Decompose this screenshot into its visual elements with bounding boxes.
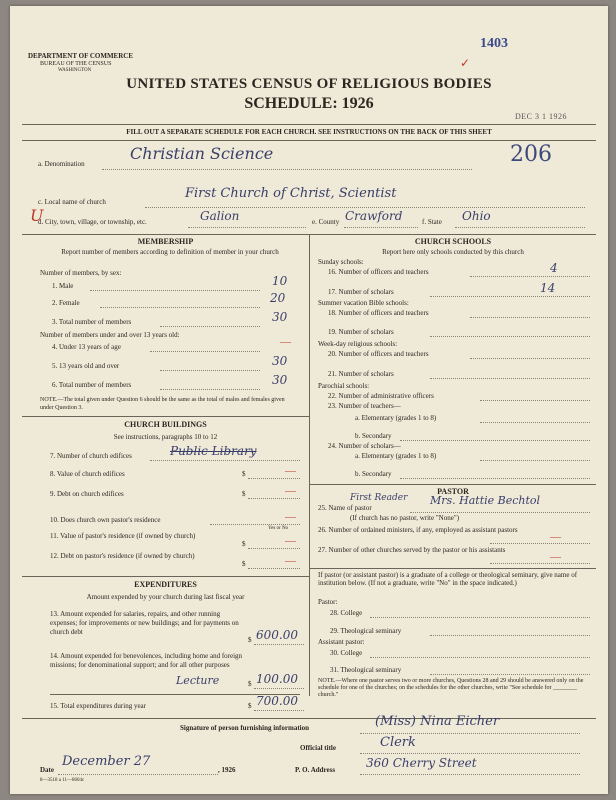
q6-value: 30 [272,373,288,387]
schools-intro: Report here only schools conducted by this church [382,248,524,256]
signature-label: Signature of person furnishing information [180,724,309,732]
city-value: Galion [200,209,240,223]
q18-label: 18. Number of officers and teachers [328,309,429,317]
pastor-note: NOTE.—Where one pastor serves two or more churches, Questions 28 and 29 should be answered only on the schedule for one of the churches; on the schedules for the other churches, write "See schedule for ________ church." [318,678,584,698]
date-year: , 1926 [218,766,236,774]
q22-label: 22. Number of administrative officers [328,392,434,400]
q4-value: — [280,336,291,348]
q1-value: 10 [272,274,288,288]
form-code: 8—3518 a 11—8604c [40,778,85,783]
q24a-label: a. Elementary (grades 1 to 8) [355,452,437,460]
q10-label: 10. Does church own pastor's residence [50,516,161,524]
po-address-label: P. O. Address [295,766,336,774]
schools-title: CHURCH SCHOOLS [414,237,492,246]
city-label: WASHINGTON [58,68,92,73]
age-head: Number of members under and over 13 years old: [40,331,180,339]
q19-label: 19. Number of scholars [328,328,394,336]
q25-value: Mrs. Hattie Bechtol [430,494,541,507]
date-stamp: DEC 3 1 1926 [515,112,567,121]
instruction-line: FILL OUT A SEPARATE SCHEDULE FOR EACH CHURCH. SEE INSTRUCTIONS ON THE BACK OF THIS SHEET [126,128,492,136]
q4-label: 4. Under 13 years of age [52,343,121,351]
summer-label: Summer vacation Bible schools: [318,299,409,307]
state-value: Ohio [462,209,491,223]
expenditures-title: EXPENDITURES [134,580,197,589]
parochial-label: Parochial schools: [318,382,370,390]
q17-label: 17. Number of scholars [328,288,394,296]
q13-value: 600.00 [256,628,298,642]
county-value: Crawford [345,209,403,223]
census-schedule-form: DEPARTMENT OF COMMERCE BUREAU OF THE CENSUS WASHINGTON 1403 ✓ UNITED STATES CENSUS OF RELIGIOUS BODIES SCHEDULE: 1926 DEC 3 1 1926 FILL OUT A SEPARATE SCHEDULE FOR EACH CHURCH. SEE INSTRUCTIONS ON THE BACK OF THIS SHEET a. Denomination Christian Science 206 c. Local name of church First Church of Christ, Scientist U d. City, town, village, or township, etc. Galion e. County Crawford f. State Ohio MEMBERSHIP Report number of members according to definition of member in your church Number of members, by sex: 1. Male 10 2. Female 20 3. Total number of members 30 Number of members under and over 13 years old: 4. Under 13 years of age — 5. 13 years old and over 30 6. Total number of members 30 NOTE.—The total given under Question 6 should be the same as the total of males and females given under Question 3. CHURCH BUILDINGS See instructions, paragraphs 10 to 12 7. Number of church edifices Public Library 8. Value of church edifices $ — 9. Debt on church edifices $ — 10. Does church own pastor's residence Yes or No — 11. Value of pastor's residence (if owned by church) $ — 12. Debt on pastor's residence (if owned by church) $ — EXPENDITURES Amount expended by your church during last fiscal year 13. Amount expended for salaries, repairs, and other running expenses; for improvements or new buildings; and for payments on church debt $ 600.00 14. Amount expended for benevolences, including home and foreign missions; for denominational support; and for all other purposes Lecture $ 100.00 15. Total expenditures during year $ 700.00 CHURCH SCHOOLS Report here only schools conducted by this church Sunday schools: 16. Number of officers and teachers 4 17. Number of scholars 14 Summer vacation Bible schools: 18. Number of officers and teachers 19. Number of scholars Week-day religious schools: 20. Number of officers and teachers 21. Number of scholars Parochial schools: 22. Number of administrative officers 23. Number of teachers— a. Elementary (grades 1 to 8) b. Secondary 24. Number of scholars— a. Elementary (grades 1 to 8) b. Secondary PASTOR First Reader 25. Name of pastor Mrs. Hattie Bechtol (If church has no pastor, write "None") 26. Number of ordained ministers, if any, employed as assistant pastors — 27. Number of other churches served by the pastor or his assistants — If pastor (or assistant pastor) is a graduate of a college or theological seminary, give name of institution below. (If not a graduate, write "No" in the space indicated.) Pastor: 28. College 29. Theological seminary Assistant pastor: 30. College 31. Theological seminary NOTE.—Where one pastor serves two or more churches, Questions 28 and 29 should be answered only on the schedule for one of the churches; on the schedules for the other churches, write "See schedule for ________ church." Signature of person furnishing information (Miss) Nina Eicher Official title Clerk Date December 27 , 1926 P. O. Address 360 Cherry Street 8—3518 a 11—8604c [10,6,608,794]
q30-label: 30. College [330,649,363,657]
q7-value: Public Library [170,444,257,458]
margin-mark: U [30,206,44,225]
date-label: Date [40,766,54,774]
pastor-title: PASTOR [437,487,469,496]
check-mark: ✓ [460,56,471,70]
q28-label: 28. College [330,609,363,617]
form-number: 1403 [480,36,508,51]
q17-value: 14 [540,281,556,295]
q7-label: 7. Number of church edifices [50,452,132,460]
denomination-code: 206 [510,142,552,167]
q13-label: 13. Amount expended for salaries, repairs, and other running expenses; for improvements or new buildings; and for payments on church debt [50,610,239,636]
county-label: e. County [312,218,340,226]
q1-label: 1. Male [52,282,74,290]
q27-label: 27. Number of other churches served by the pastor or his assistants [318,546,506,554]
sunday-label: Sunday schools: [318,258,364,266]
q23a-label: a. Elementary (grades 1 to 8) [355,414,437,422]
q25-label: 25. Name of pastor [318,504,372,512]
local-name-value: First Church of Christ, Scientist [185,186,397,201]
denomination-value: Christian Science [130,144,274,163]
weekday-label: Week-day religious schools: [318,340,398,348]
denomination-label: a. Denomination [38,160,85,168]
q9-label: 9. Debt on church edifices [50,490,124,498]
q25-sub: (If church has no pastor, write "None") [350,514,460,522]
q14-label: 14. Amount expended for benevolences, including home and foreign missions; for denominational support; and for all other purposes [50,652,243,669]
q16-value: 4 [550,261,558,275]
yes-no-hint: Yes or No [268,526,289,531]
q15-value: 700.00 [256,694,298,708]
q5-value: 30 [272,354,288,368]
q16-label: 16. Number of officers and teachers [328,268,429,276]
q12-label: 12. Debt on pastor's residence (if owned by church) [50,552,195,560]
q29-label: 29. Theological seminary [330,627,402,635]
q3-label: 3. Total number of members [52,318,132,326]
membership-intro: Report number of members according to definition of member in your church [61,248,279,256]
q20-label: 20. Number of officers and teachers [328,350,429,358]
q8-label: 8. Value of church edifices [50,470,125,478]
q3-value: 30 [272,310,288,324]
q6-label: 6. Total number of members [52,381,132,389]
q24-label: 24. Number of scholars— [328,442,401,450]
city-label: d. City, town, village, or township, etc. [38,218,147,226]
po-address-value: 360 Cherry Street [366,756,477,770]
buildings-title: CHURCH BUILDINGS [124,420,207,429]
q23b-label: b. Secondary [355,432,392,440]
first-reader-annotation: First Reader [350,493,408,503]
date-value: December 27 [62,754,151,769]
q24b-label: b. Secondary [355,470,392,478]
official-title-value: Clerk [380,735,416,750]
signature-value: (Miss) Nina Eicher [375,714,500,729]
q26-label: 26. Number of ordained ministers, if any, employed as assistant pastors [318,526,518,534]
schedule-title: SCHEDULE: 1926 [244,95,374,112]
college-note: If pastor (or assistant pastor) is a graduate of a college or theological seminary, give name of institution below. (If not a graduate, write "No" in the space indicated.) [318,571,578,587]
membership-note: NOTE.—The total given under Question 6 should be the same as the total of males and females given under Question 3. [40,397,285,411]
assistant-label: Assistant pastor: [318,638,365,646]
q5-label: 5. 13 years old and over [52,362,120,370]
q14-note: Lecture [176,674,220,687]
expenditures-sub: Amount expended by your church during last fiscal year [86,593,245,601]
bureau-label: BUREAU OF THE CENSUS [40,61,112,67]
dept-label: DEPARTMENT OF COMMERCE [28,52,134,60]
membership-title: MEMBERSHIP [137,237,194,246]
local-name-label: c. Local name of church [38,198,106,206]
official-title-label: Official title [300,744,336,752]
buildings-sub: See instructions, paragraphs 10 to 12 [113,433,218,441]
q21-label: 21. Number of scholars [328,370,394,378]
q31-label: 31. Theological seminary [330,666,402,674]
q11-label: 11. Value of pastor's residence (if owned by church) [50,532,196,540]
q23-label: 23. Number of teachers— [328,402,401,410]
state-label: f. State [422,218,442,226]
q2-value: 20 [270,291,286,305]
pastor-label: Pastor: [318,598,338,606]
q15-label: 15. Total expenditures during year [50,702,146,710]
q14-value: 100.00 [256,672,298,686]
by-sex-label: Number of members, by sex: [40,269,122,277]
form-title: UNITED STATES CENSUS OF RELIGIOUS BODIES [126,76,492,92]
q2-label: 2. Female [52,299,80,307]
